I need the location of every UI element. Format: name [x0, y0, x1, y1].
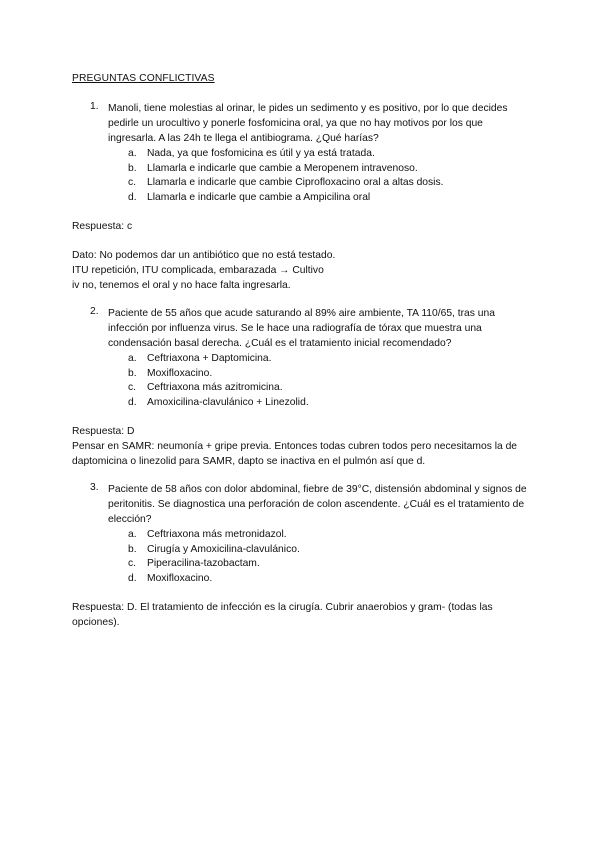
- option-letter: c.: [128, 177, 137, 189]
- note-line: iv no, tenemos el oral y no hace falta ingresarla.: [72, 280, 291, 291]
- option-text: Ceftriaxona más azitromicina.: [147, 382, 283, 394]
- note-line: Dato: No podemos dar un antibiótico que no está testado.: [72, 250, 336, 261]
- question-text: Manoli, tiene molestias al orinar, le pides un sedimento y es positivo, por lo que decides pedirle un urocultivo y ponerle fosfomicina oral, ya que no hay motivos por los que ingresarla. A las 24h te llega el antibiograma. ¿Qué harías?: [108, 103, 508, 144]
- option-d: [128, 396, 532, 411]
- option-letter: d.: [128, 572, 137, 584]
- question-1: [72, 101, 532, 205]
- option-letter: c.: [128, 382, 137, 394]
- option-a: [128, 147, 532, 162]
- question-text: Paciente de 55 años que acude saturando al 89% aire ambiente, TA 110/65, tras una infección por influenza virus. Se le hace una radiografía de tórax que muestra una condensación basal derecha. ¿Cuál es el tratamiento inicial recomendado?: [108, 308, 495, 349]
- option-letter: b.: [128, 367, 137, 379]
- note-2: Pensar en SAMR: neumonía + gripe previa. Entonces todas cubren todos pero necesitamos la de daptomicina o linezolid para SAMR, dapto se inactiva en el pulmón así que d.: [72, 441, 518, 467]
- question-number: 1.: [90, 101, 99, 112]
- question-2: [72, 306, 532, 410]
- option-text: Ceftriaxona + Daptomicina.: [147, 353, 272, 364]
- answer-3: Respuesta: D. El tratamiento de infección es la cirugía. Cubrir anaerobios y gram- (todas las opciones).: [72, 602, 493, 628]
- option-letter: b.: [128, 543, 137, 555]
- option-text: Amoxicilina-clavulánico + Linezolid.: [147, 396, 309, 408]
- option-letter: d.: [128, 396, 137, 408]
- option-text: Llamarla e indicarle que cambie a Ampicilina oral: [147, 191, 371, 203]
- option-letter: a.: [128, 148, 137, 159]
- option-text: Cirugía y Amoxicilina-clavulánico.: [147, 543, 300, 555]
- option-c: [128, 557, 532, 572]
- option-b: [128, 543, 532, 558]
- question-number: 2.: [90, 306, 99, 317]
- option-text: Piperacilina-tazobactam.: [147, 558, 260, 570]
- options-list: [128, 352, 532, 410]
- option-text: Ceftriaxona más metronidazol.: [147, 529, 287, 540]
- option-text: Llamarla e indicarle que cambie a Meropenem intravenoso.: [147, 162, 418, 174]
- option-a: [128, 528, 532, 543]
- option-a: [128, 352, 532, 367]
- option-text: Llamarla e indicarle que cambie Ciprofloxacino oral a altas dosis.: [147, 177, 444, 189]
- option-text: Moxifloxacino.: [147, 572, 213, 584]
- option-c: [128, 381, 532, 396]
- option-letter: b.: [128, 162, 137, 174]
- question-text: Paciente de 58 años con dolor abdominal, fiebre de 39°C, distensión abdominal y signos de peritonitis. Se diagnostica una perforación de colon ascendente. ¿Cuál es el tratamiento de elección?: [108, 484, 527, 525]
- note-line: ITU repetición, ITU complicada, embarazada → Cultivo: [72, 265, 324, 276]
- question-number: 3.: [90, 482, 99, 493]
- option-text: Nada, ya que fosfomicina es útil y ya está tratada.: [147, 148, 375, 159]
- answer-2: Respuesta: D: [72, 426, 135, 437]
- option-b: [128, 367, 532, 382]
- option-d: [128, 191, 532, 206]
- options-list: [128, 147, 532, 205]
- option-letter: a.: [128, 353, 137, 364]
- option-letter: c.: [128, 558, 137, 570]
- option-c: [128, 176, 532, 191]
- option-text: Moxifloxacino.: [147, 367, 213, 379]
- option-letter: a.: [128, 529, 137, 540]
- option-letter: d.: [128, 191, 137, 203]
- document-title: PREGUNTAS CONFLICTIVAS: [72, 73, 215, 84]
- options-list: [128, 528, 532, 586]
- note-1: [72, 248, 532, 293]
- option-b: [128, 162, 532, 177]
- question-3: [72, 482, 532, 586]
- option-d: [128, 572, 532, 587]
- answer-1: Respuesta: c: [72, 221, 133, 232]
